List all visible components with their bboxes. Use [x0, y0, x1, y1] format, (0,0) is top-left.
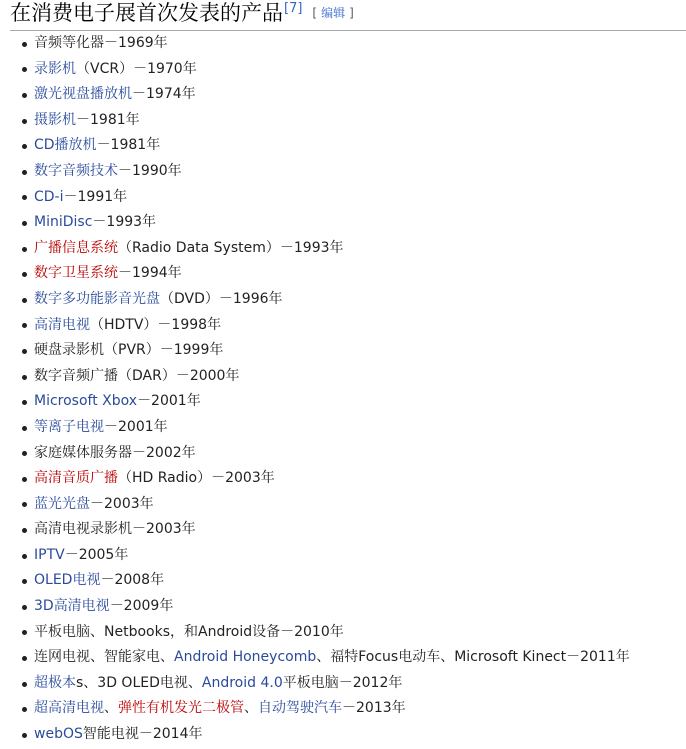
- item-text: －1994年: [118, 265, 182, 282]
- item-link[interactable]: 录影机: [34, 60, 76, 77]
- item-text: －1981年: [96, 137, 161, 154]
- reference-link[interactable]: [7]: [284, 1, 303, 16]
- item-text: 平板电脑－2012年: [282, 674, 403, 691]
- bullet-icon: [22, 42, 27, 47]
- bullet-icon: [22, 375, 27, 380]
- list-item: [0, 594, 686, 620]
- item-link[interactable]: 弹性有机发光二极管: [118, 700, 244, 717]
- list-item: [0, 210, 686, 236]
- list-item: [0, 517, 686, 543]
- list-item: [0, 57, 686, 83]
- item-text: 智能电视－2014年: [82, 726, 203, 743]
- item-text: 高清电视录影机－2003年: [34, 521, 196, 538]
- item-link[interactable]: 广播信息系统: [34, 239, 118, 256]
- list-item: [0, 313, 686, 339]
- list-item: [0, 543, 686, 569]
- item-link[interactable]: 数字音频技术: [34, 162, 118, 179]
- bullet-icon: [22, 221, 27, 226]
- product-list: [0, 31, 686, 748]
- list-item: [0, 671, 686, 697]
- item-text: 音频等化器－1969年: [34, 35, 168, 51]
- bullet-icon: [22, 93, 27, 98]
- list-item: [0, 568, 686, 594]
- bullet-icon: [22, 247, 27, 252]
- bullet-icon: [22, 119, 27, 124]
- section-title: 在消费电子展首次发表的产品: [10, 1, 283, 25]
- item-text: （HDTV）－1998年: [90, 316, 222, 333]
- item-text: （VCR）－1970年: [76, 60, 197, 77]
- edit-bracket-close: ]: [349, 6, 354, 20]
- item-text: （HD Radio）－2003年: [118, 470, 275, 487]
- item-link[interactable]: 高清电视: [34, 316, 90, 333]
- item-link[interactable]: MiniDisc: [34, 214, 93, 231]
- list-item: [0, 133, 686, 159]
- item-link[interactable]: OLED电视: [34, 572, 101, 589]
- item-link[interactable]: 自动驾驶汽车: [258, 700, 342, 717]
- bullet-icon: [22, 298, 27, 303]
- item-link[interactable]: Android Honeycomb: [174, 649, 317, 666]
- bullet-icon: [22, 144, 27, 149]
- item-text: －2001年: [137, 393, 201, 410]
- item-text: －1990年: [118, 162, 182, 179]
- bullet-icon: [22, 554, 27, 559]
- item-text: －2001年: [104, 418, 168, 435]
- bullet-icon: [22, 426, 27, 431]
- list-item: [0, 415, 686, 441]
- list-item: [0, 236, 686, 262]
- item-text: －1993年: [92, 214, 157, 231]
- item-link[interactable]: 超高清电视: [34, 700, 104, 717]
- item-text: 平板电脑、Netbooks，和Android设备－2010年: [34, 623, 344, 640]
- item-text: －2008年: [100, 572, 165, 589]
- item-link[interactable]: 等离子电视: [34, 418, 104, 435]
- item-link[interactable]: Android 4.0: [201, 674, 283, 691]
- item-link[interactable]: 3D高清电视: [34, 598, 110, 615]
- list-item: [0, 492, 686, 518]
- list-item: [0, 159, 686, 185]
- bullet-icon: [22, 195, 27, 200]
- item-link[interactable]: 超极本: [34, 674, 76, 691]
- list-item: [0, 620, 686, 646]
- item-link[interactable]: 数字卫星系统: [34, 265, 118, 282]
- list-item: [0, 185, 686, 211]
- bullet-icon: [22, 656, 27, 661]
- item-text: 硬盘录影机（PVR）－1999年: [34, 342, 224, 359]
- list-item: [0, 82, 686, 108]
- item-text: 、福特Focus电动车、Microsoft Kinect－2011年: [316, 649, 630, 666]
- item-text: 连网电视、智能家电、: [34, 649, 174, 666]
- bullet-icon: [22, 323, 27, 328]
- item-text: 、: [244, 700, 258, 717]
- item-text: 数字音频广播（DAR）－2000年: [34, 367, 240, 384]
- list-item: [0, 466, 686, 492]
- item-text: －1991年: [63, 188, 128, 205]
- item-link[interactable]: 蓝光光盘: [34, 495, 90, 512]
- bullet-icon: [22, 528, 27, 533]
- bullet-icon: [22, 502, 27, 507]
- bullet-icon: [22, 605, 27, 610]
- list-item: [0, 261, 686, 287]
- bullet-icon: [22, 451, 27, 456]
- item-text: －1974年: [132, 86, 196, 103]
- list-item: [0, 722, 686, 748]
- item-text: （DVD）－1996年: [160, 290, 283, 307]
- list-item: [0, 31, 686, 57]
- item-link[interactable]: 数字多功能影音光盘: [34, 290, 160, 307]
- bullet-icon: [22, 630, 27, 635]
- item-text: （Radio Data System）－1993年: [118, 239, 344, 256]
- list-item: [0, 364, 686, 390]
- bullet-icon: [22, 400, 27, 405]
- item-text: －2013年: [342, 700, 406, 717]
- item-text: 家庭媒体服务器－2002年: [34, 444, 196, 461]
- item-text: s、3D OLED电视、: [76, 674, 202, 691]
- list-item: [0, 108, 686, 134]
- item-text: －1981年: [76, 111, 140, 128]
- item-text: －2009年: [109, 598, 174, 615]
- section-heading: [10, 0, 686, 31]
- item-link[interactable]: 激光视盘播放机: [34, 86, 132, 103]
- bullet-icon: [22, 682, 27, 687]
- item-link[interactable]: webOS: [34, 726, 83, 743]
- list-item: [0, 645, 686, 671]
- bullet-icon: [22, 579, 27, 584]
- edit-link[interactable]: 编辑: [321, 6, 346, 20]
- list-item: [0, 287, 686, 313]
- item-text: －2003年: [90, 495, 154, 512]
- bullet-icon: [22, 67, 27, 72]
- list-item: [0, 338, 686, 364]
- item-text: －2005年: [64, 546, 129, 563]
- edit-section: [312, 6, 353, 20]
- edit-bracket-open: [: [312, 6, 318, 20]
- item-link[interactable]: Microsoft Xbox: [34, 393, 138, 410]
- item-link[interactable]: 摄影机: [34, 111, 76, 128]
- bullet-icon: [22, 272, 27, 277]
- list-item: [0, 389, 686, 415]
- list-item: [0, 441, 686, 467]
- item-link[interactable]: CD-i: [34, 188, 64, 205]
- bullet-icon: [22, 170, 27, 175]
- item-link[interactable]: CD播放机: [34, 137, 97, 154]
- item-text: 、: [104, 700, 118, 717]
- item-link[interactable]: IPTV: [34, 546, 65, 563]
- bullet-icon: [22, 707, 27, 712]
- list-item: [0, 696, 686, 722]
- bullet-icon: [22, 477, 27, 482]
- bullet-icon: [22, 733, 27, 738]
- item-link[interactable]: 高清音质广播: [34, 470, 118, 487]
- bullet-icon: [22, 349, 27, 354]
